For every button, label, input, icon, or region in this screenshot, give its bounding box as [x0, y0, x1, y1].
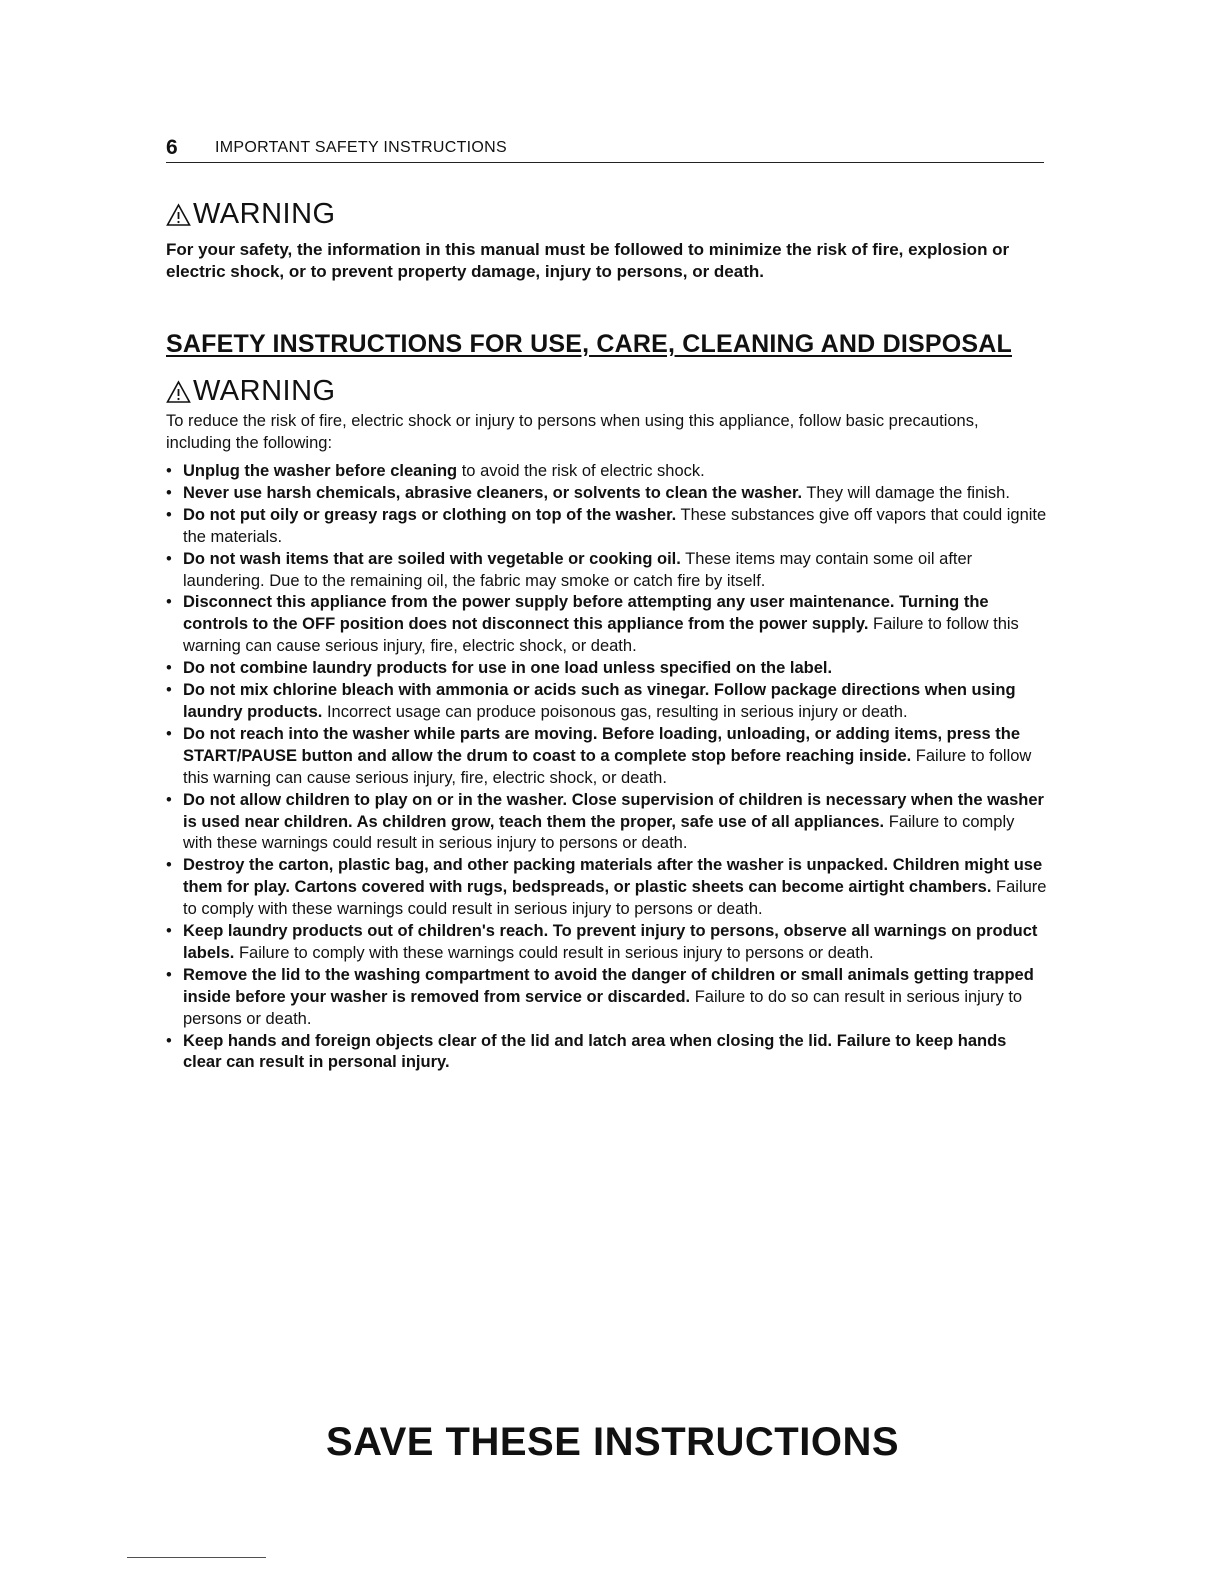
save-instructions-banner: SAVE THESE INSTRUCTIONS: [325, 1420, 900, 1464]
rule-bold: Unplug the washer before cleaning: [183, 462, 458, 480]
rule-bold: Keep laundry products out of children's reach. To prevent injury to persons, observe all warnings on product labels.: [183, 922, 1038, 962]
list-item: [166, 724, 1048, 790]
list-item: [166, 1031, 1048, 1075]
rule-bold: Remove the lid to the washing compartment to avoid the danger of children or small animals getting trapped inside before your washer is removed from service or discarded.: [183, 965, 1034, 1006]
list-item: [166, 790, 1048, 856]
safety-rules-list: [166, 461, 1048, 1074]
rule-text: Failure to follow this warning can cause serious injury, fire, electric shock, or death.: [183, 615, 1019, 656]
rule-bold: Do not reach into the washer while parts are moving. Before loading, unloading, or adding items, press the START/PAUSE button and allow the drum to coast to a complete stop before reaching inside.: [183, 724, 1021, 765]
rule-text: Failure to do so can result in serious injury to persons or death.: [183, 987, 1023, 1028]
rule-text: They will damage the finish.: [802, 483, 1010, 502]
rule-text: These substances give off vapors that could ignite the materials.: [183, 505, 1047, 546]
rule-bold: Do not mix chlorine bleach with ammonia or acids such as vinegar. Follow package directions when using laundry products.: [183, 681, 1016, 721]
list-item: [166, 505, 1048, 549]
rule-bold: Do not put oily or greasy rags or clothing on top of the washer.: [183, 505, 677, 524]
rule-text: Incorrect usage can produce poisonous gas, resulting in serious injury or death.: [322, 702, 908, 721]
running-title: IMPORTANT SAFETY INSTRUCTIONS: [215, 139, 507, 156]
rule-text: Failure to comply with these warnings could result in serious injury to persons or death.: [183, 878, 1047, 919]
section-title: SAFETY INSTRUCTIONS FOR USE, CARE, CLEANING AND DISPOSAL: [166, 330, 1012, 358]
footer-divider: [127, 1557, 266, 1558]
list-item: [166, 921, 1048, 965]
rule-bold: Do not wash items that are soiled with vegetable or cooking oil.: [183, 549, 681, 568]
list-item: [166, 483, 1048, 505]
warning-heading-top: [166, 198, 336, 231]
rule-bold: Never use harsh chemicals, abrasive cleaners, or solvents to clean the washer.: [183, 483, 803, 502]
rule-bold: Do not combine laundry products for use in one load unless specified on the label.: [183, 659, 833, 678]
rule-bold: Destroy the carton, plastic bag, and other packing materials after the washer is unpacked. Children might use them for play. Cartons covered with rugs, bedspreads, or plastic sheets can become airtight chambers.: [183, 856, 1043, 897]
list-item: [166, 855, 1048, 921]
list-item: [166, 461, 1048, 483]
section-warning-label: WARNING: [193, 375, 336, 407]
warning-triangle-icon: [166, 203, 191, 227]
page-number: 6: [166, 136, 178, 159]
list-item: [166, 549, 1048, 593]
warning-label: WARNING: [193, 198, 336, 230]
rule-bold: Do not allow children to play on or in the washer. Close supervision of children is necessary when the washer is used near children. As children grow, teach them the proper, safe use of all appliances.: [183, 790, 1044, 831]
rule-bold: Keep hands and foreign objects clear of the lid and latch area when closing the lid. Failure to keep hands clear can result in personal injury.: [183, 1031, 1007, 1072]
page-header: [166, 136, 1044, 163]
warning-triangle-icon: [166, 380, 191, 404]
list-item: [166, 680, 1048, 724]
rule-text: Failure to follow this warning can cause serious injury, fire, electric shock, or death.: [183, 746, 1032, 787]
warning-heading-section: [166, 375, 336, 408]
rule-text: Failure to comply with these warnings could result in serious injury to persons or death.: [183, 812, 1015, 853]
rule-text: These items may contain some oil after laundering. Due to the remaining oil, the fabric may smoke or catch fire by itself.: [183, 549, 973, 590]
list-item: [166, 592, 1048, 658]
rule-text: to avoid the risk of electric shock.: [457, 462, 705, 480]
rule-text: Failure to comply with these warnings could result in serious injury to persons or death.: [234, 943, 874, 962]
list-item: [166, 965, 1048, 1031]
warning-lead-text: For your safety, the information in this manual must be followed to minimize the risk of fire, explosion or electric shock, or to prevent property damage, injury to persons, or death.: [166, 240, 1010, 281]
rule-bold: Disconnect this appliance from the power supply before attempting any user maintenance. Turning the controls to the OFF position does not disconnect this appliance from the power supply.: [183, 593, 989, 634]
section-intro: To reduce the risk of fire, electric shock or injury to persons when using this appliance, follow basic precautions, including the following:: [166, 412, 979, 452]
list-item: [166, 658, 1048, 680]
